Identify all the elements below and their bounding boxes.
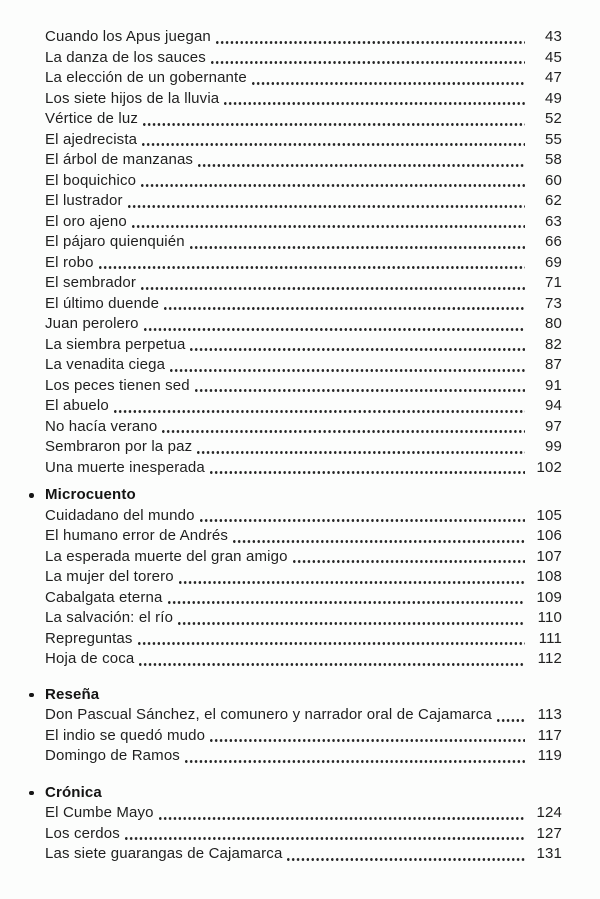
dot-leader [114,410,525,413]
entry-title: La elección de un gobernante [45,69,247,86]
entry-title: El humano error de Andrés [45,527,229,544]
entry-title: Los peces tienen sed [45,376,190,394]
entry-page-number: 43 [545,28,562,45]
entry-page-number: 112 [537,650,562,667]
entry-title: Vértice de luz [45,110,138,127]
entry-title: Una muerte inesperada [45,458,205,476]
dot-leader [287,858,525,861]
entry-page-number: 110 [537,609,562,626]
entry-page-number: 94 [545,397,562,414]
entry-page-number: 127 [536,824,562,842]
entry-page-number: 80 [545,315,562,332]
entry-page-number: 117 [537,726,562,744]
entry-page-number: 106 [536,527,562,544]
entry-page-number: 60 [545,171,562,189]
entry-page-number: 66 [545,233,562,250]
toc-entry [45,824,562,845]
entry-page-number: 119 [537,747,562,764]
entry-page-number: 62 [545,192,562,209]
toc-section [45,485,562,670]
entry-title: Sembraron por la paz [45,438,193,455]
dot-leader [138,642,525,645]
entry-title: Cuidadano del mundo [45,506,195,524]
toc-section [45,27,562,478]
entry-page-number: 97 [545,417,562,435]
entry-page-number: 91 [545,376,562,394]
toc-entry [45,629,562,650]
dot-leader [210,471,525,474]
dot-leader [197,451,525,454]
entry-title: Cuando los Apus juegan [45,28,211,45]
toc-entry [45,355,562,376]
toc-entry [45,526,562,547]
entry-title: El pájaro quienquién [45,233,185,250]
table-of-contents [45,27,562,865]
dot-leader [143,123,525,126]
toc-entry [45,212,562,233]
entry-page-number: 55 [545,130,562,148]
dot-leader [293,560,525,563]
toc-entry [45,417,562,438]
toc-entry [45,191,562,212]
toc-entry [45,171,562,192]
dot-leader [195,389,525,392]
entry-title: El ajedrecista [45,130,138,148]
entry-page-number: 108 [536,568,562,585]
toc-entry [45,89,562,110]
entry-title: No hacía verano [45,417,158,435]
dot-leader [125,837,525,840]
toc-entry [45,746,562,767]
entry-title: La siembra perpetua [45,335,186,353]
entry-title: El boquichico [45,171,137,189]
dot-leader [132,225,525,228]
toc-entry [45,608,562,629]
entry-title: Los cerdos [45,824,120,842]
toc-entry [45,314,562,335]
entry-page-number: 52 [545,110,562,127]
dot-leader [497,719,525,722]
dot-leader [139,663,525,666]
entry-page-number: 105 [536,506,562,524]
dot-leader [185,760,525,763]
entry-page-number: 69 [545,253,562,271]
dot-leader [99,266,525,269]
entry-page-number: 87 [545,356,562,373]
toc-entry [45,130,562,151]
entry-page-number: 113 [537,706,562,723]
toc-entry [45,294,562,315]
toc-entry [45,68,562,89]
bullet-icon [29,693,34,698]
toc-entry [45,705,562,726]
entry-page-number: 124 [536,804,562,821]
entry-page-number: 131 [536,845,562,862]
toc-entry [45,844,562,865]
toc-section [45,783,562,865]
entry-title: El sembrador [45,274,137,291]
section-title: Reseña [45,685,100,703]
section-header [45,783,562,804]
entry-title: Juan perolero [45,315,139,332]
toc-entry [45,109,562,130]
dot-leader [164,307,525,310]
dot-leader [128,205,525,208]
entry-page-number: 45 [545,48,562,66]
entry-title: El último duende [45,294,160,312]
section-header [45,485,562,506]
dot-leader [159,817,525,820]
dot-leader [178,622,525,625]
section-title: Microcuento [45,486,136,503]
entry-title: Los siete hijos de la lluvia [45,89,220,107]
entry-page-number: 111 [538,629,562,647]
entry-page-number: 102 [536,458,562,476]
toc-entry [45,588,562,609]
toc-entry [45,253,562,274]
entry-page-number: 99 [545,438,562,455]
dot-leader [252,82,525,85]
toc-entry [45,232,562,253]
entry-title: El Cumbe Mayo [45,804,154,821]
entry-title: Repreguntas [45,629,133,647]
entry-page-number: 107 [536,547,562,565]
dot-leader [190,246,525,249]
entry-page-number: 109 [536,588,562,606]
entry-page-number: 49 [545,89,562,107]
entry-page-number: 63 [545,212,562,230]
entry-title: La mujer del torero [45,568,174,585]
section-header [45,685,562,706]
toc-entry [45,273,562,294]
entry-title: Domingo de Ramos [45,747,180,764]
entry-title: La esperada muerte del gran amigo [45,547,288,565]
entry-page-number: 47 [545,69,562,86]
dot-leader [162,430,525,433]
dot-leader [141,184,525,187]
dot-leader [200,519,525,522]
entry-title: El robo [45,253,94,271]
entry-title: La salvación: el río [45,609,174,626]
section-title: Crónica [45,783,102,801]
toc-entry [45,376,562,397]
entry-title: La venadita ciega [45,356,166,373]
entry-title: El indio se quedó mudo [45,726,206,744]
bullet-icon [29,493,34,498]
toc-entry [45,649,562,670]
entry-page-number: 73 [545,294,562,312]
dot-leader [142,143,525,146]
dot-leader [233,540,525,543]
toc-entry [45,150,562,171]
dot-leader [211,61,525,64]
dot-leader [190,348,525,351]
entry-title: El abuelo [45,397,109,414]
toc-entry [45,458,562,479]
dot-leader [170,369,525,372]
dot-leader [198,164,525,167]
dot-leader [216,41,525,44]
toc-entry [45,335,562,356]
toc-entry [45,803,562,824]
dot-leader [210,739,525,742]
entry-title: Cabalgata eterna [45,588,163,606]
toc-entry [45,506,562,527]
toc-entry [45,48,562,69]
entry-title: La danza de los sauces [45,48,206,66]
entry-title: Don Pascual Sánchez, el comunero y narrador oral de Cajamarca [45,706,492,723]
toc-entry [45,27,562,48]
bullet-icon [29,791,34,796]
entry-title: Las siete guarangas de Cajamarca [45,845,283,862]
toc-entry [45,547,562,568]
dot-leader [224,102,525,105]
toc-entry [45,726,562,747]
dot-leader [141,287,525,290]
dot-leader [168,601,526,604]
entry-page-number: 82 [545,335,562,353]
dot-leader [179,581,525,584]
entry-title: El oro ajeno [45,212,127,230]
toc-entry [45,437,562,458]
entry-title: El lustrador [45,192,123,209]
dot-leader [144,328,525,331]
entry-page-number: 71 [545,274,562,291]
toc-entry [45,396,562,417]
entry-title: El árbol de manzanas [45,151,194,168]
entry-page-number: 58 [545,151,562,168]
entry-title: Hoja de coca [45,650,135,667]
toc-section [45,685,562,767]
toc-entry [45,567,562,588]
